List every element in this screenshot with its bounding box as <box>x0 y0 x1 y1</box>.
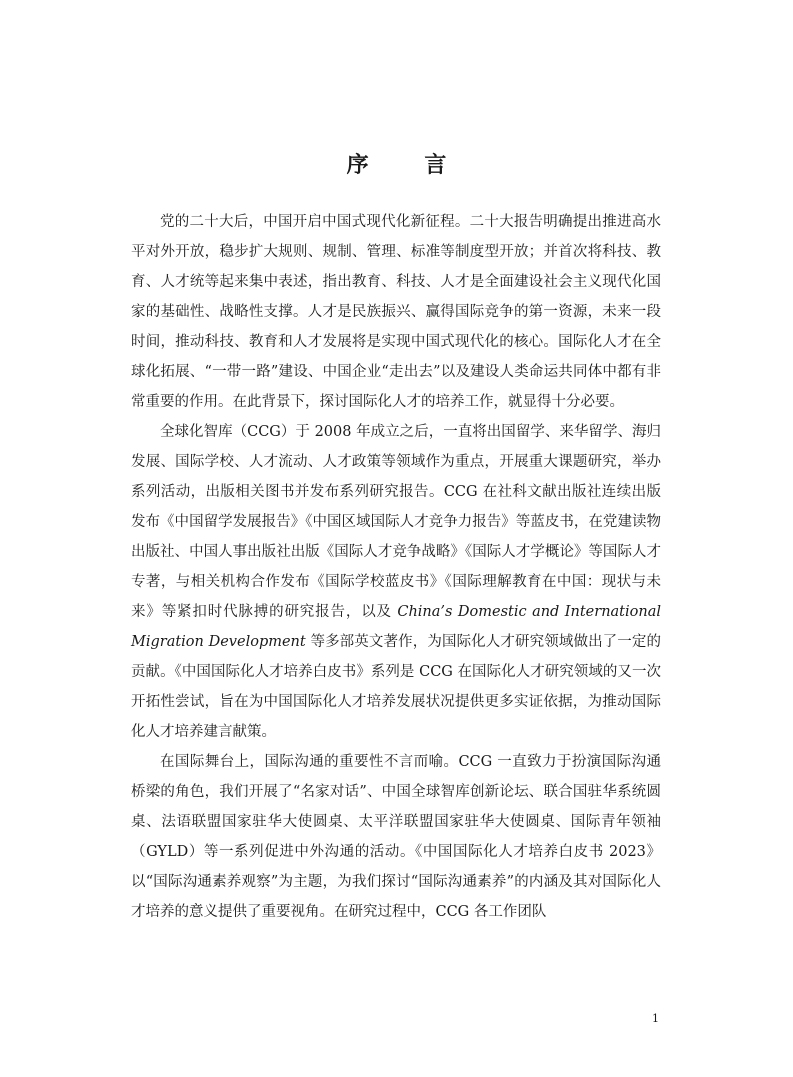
paragraph-1: 党的二十大后，中国开启中国式现代化新征程。二十大报告明确提出推进高水平对外开放，稳步扩大规则、规制、管理、标准等制度型开放；并首次将科技、教育、人才统等起来集中表述，指出教育、科技、人才是全面建设社会主义现代化国家的基础性、战略性支撑。人才是民族振兴、赢得国际竞争的第一资源，未来一段时间，推动科技、教育和人才发展将是实现中国式现代化的核心。国际化人才在全球化拓展、“一带一路”建设、中国企业“走出去”以及建设人类命运共同体中都有非常重要的作用。在此背景下，探讨国际化人才的培养工作，就显得十分必要。 <box>131 214 661 410</box>
paragraph-2-text-a: 全球化智库（CCG）于 2008 年成立之后，一直将出国留学、来华留学、海归发展、国际学校、人才流动、人才政策等领域作为重点，开展重大课题研究，举办系列活动，出版相关图书并发布系列研究报告。CCG 在社科文献出版社连续出版发布《中国留学发展报告》《中国区域国际人才竞争力报告》等蓝皮书，在党建读物出版社、中国人事出版社出版《国际人才竞争战略》《国际人才学概论》等国际人才专著，与相关机构合作发布《国际学校蓝皮书》《国际理解教育在中国：现状与未来》等紧扣时代脉搏的研究报告，以及 <box>131 424 661 620</box>
page-number: 1 <box>652 1012 659 1025</box>
paragraph-3: 在国际舞台上，国际沟通的重要性不言而喻。CCG 一直致力于扮演国际沟通桥梁的角色，我们开展了“名家对话”、中国全球智库创新论坛、联合国驻华系统圆桌、法语联盟国家驻华大使圆桌、太平洋联盟国家驻华大使圆桌、国际青年领袖（GYLD）等一系列促进中外沟通的活动。《中国国际化人才培养白皮书 2023》以“国际沟通素养观察”为主题，为我们探讨“国际沟通素养”的内涵及其对国际化人才培养的意义提供了重要视角。在研究过程中，CCG 各工作团队 <box>131 754 661 920</box>
body-text <box>131 207 661 927</box>
paragraph-2-text-b: 等多部英文著作，为国际化人才研究领域做出了一定的贡献。《中国国际化人才培养白皮书》系列是 CCG 在国际化人才研究领域的又一次开拓性尝试，旨在为中国国际化人才培养发展状况提供更多实证依据，为推动国际化人才培养建言献策。 <box>131 634 662 740</box>
paragraph-2 <box>131 417 661 747</box>
page-title: 序 言 <box>346 153 471 178</box>
english-book-title: China’s Domestic and International Migration Development <box>131 604 661 650</box>
